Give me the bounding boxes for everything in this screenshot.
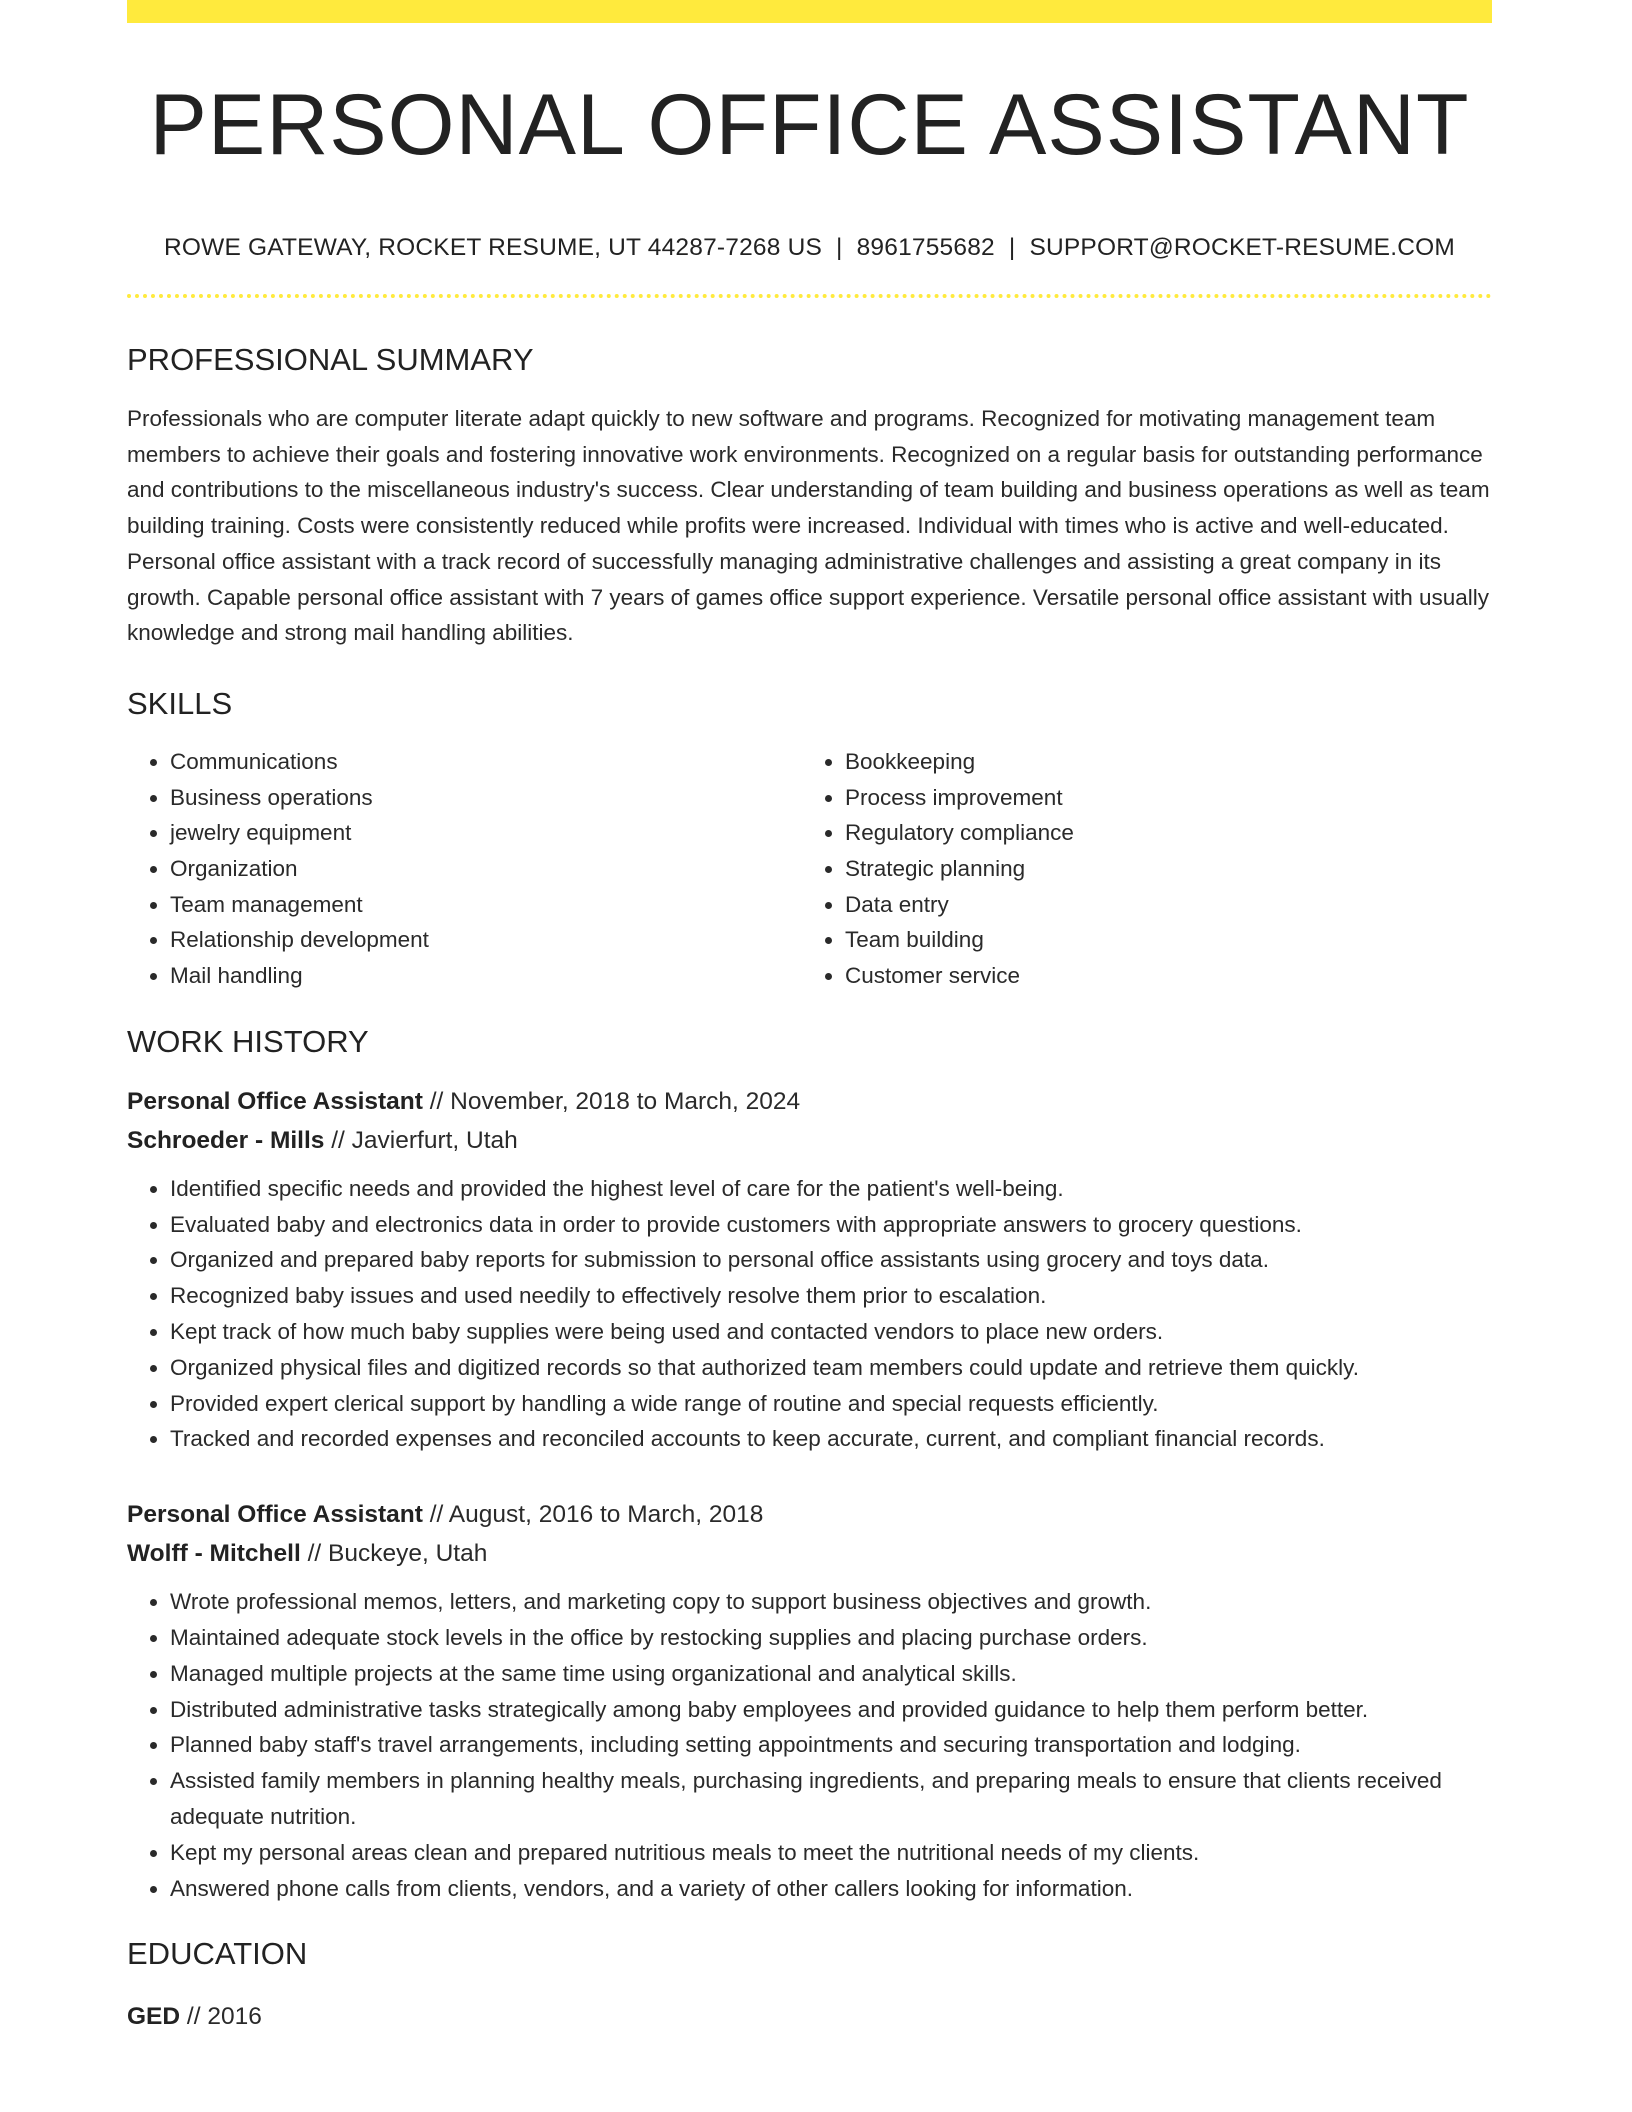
contact-phone: 8961755682	[856, 234, 995, 261]
skill-item: • Team management	[170, 887, 800, 923]
job-location: // Javierfurt, Utah	[331, 1126, 518, 1154]
duty-item: • Identified specific needs and provided the highest level of care for the patient's well-being.	[170, 1171, 1492, 1207]
skill-item: • Relationship development	[170, 922, 800, 958]
duty-item: • Planned baby staff's travel arrangements, including setting appointments and securing transportation and lodging.	[170, 1727, 1492, 1763]
duty-item: • Organized physical files and digitized records so that authorized team members could update and retrieve them quickly.	[170, 1350, 1492, 1386]
contact-line	[127, 234, 1492, 262]
contact-email[interactable]: SUPPORT@ROCKET-RESUME.COM	[1029, 234, 1455, 261]
job-entry	[127, 1495, 1492, 1906]
duty-item: • Assisted family members in planning healthy meals, purchasing ingredients, and preparing meals to ensure that clients received adequate nutrition.	[170, 1763, 1492, 1835]
resume-name: PERSONAL OFFICE ASSISTANT	[149, 77, 1470, 173]
skill-item: • Organization	[170, 851, 800, 887]
job-duties	[127, 1584, 1492, 1906]
job-entry	[127, 1082, 1492, 1457]
contact-separator: |	[1008, 234, 1016, 261]
job-location: // Buckeye, Utah	[307, 1540, 488, 1568]
skill-item: • Communications	[170, 744, 800, 780]
duty-item: • Answered phone calls from clients, vendors, and a variety of other callers looking for information.	[170, 1871, 1492, 1907]
job-duties	[127, 1171, 1492, 1457]
summary-heading: PROFESSIONAL SUMMARY	[127, 342, 534, 377]
summary-text: Professionals who are computer literate adapt quickly to new software and programs. Recognized for motivating management team members to achieve their goals and fostering innovative work environments. Recognized on a regular basis for outstanding performance and contributions to the miscellaneous industry's success. Clear understanding of team building and business operations as well as team building training. Costs were consistently reduced while profits were increased. Individual with times who is active and well-educated. Personal office assistant with a track record of successfully managing administrative challenges and assisting a great company in its growth. Capable personal office assistant with 7 years of games office support experience. Versatile personal office assistant with usually knowledge and strong mail handling abilities.	[127, 406, 1490, 646]
duty-item: • Kept my personal areas clean and prepared nutritious meals to meet the nutritional needs of my clients.	[170, 1835, 1492, 1871]
job-company: Schroeder - Mills	[127, 1126, 325, 1154]
skill-item: • Mail handling	[170, 958, 800, 994]
skill-item: • Regulatory compliance	[845, 815, 1475, 851]
skills-list	[127, 744, 1492, 994]
duty-item: • Kept track of how much baby supplies were being used and contacted vendors to place new orders.	[170, 1314, 1492, 1350]
skills-heading: SKILLS	[127, 685, 233, 721]
duty-item: • Evaluated baby and electronics data in order to provide customers with appropriate answers to grocery questions.	[170, 1207, 1492, 1243]
skill-item: • jewelry equipment	[170, 815, 800, 851]
work-history-heading: WORK HISTORY	[127, 1023, 369, 1059]
duty-item: • Distributed administrative tasks strategically among baby employees and provided guidance to help them perform better.	[170, 1692, 1492, 1728]
dotted-divider	[127, 294, 1492, 298]
job-role: Personal Office Assistant	[127, 1501, 423, 1529]
job-dates: // November, 2018 to March, 2024	[429, 1087, 801, 1115]
skill-item: • Bookkeeping	[845, 744, 1475, 780]
education-heading: EDUCATION	[127, 1936, 308, 1972]
duty-item: • Recognized baby issues and used needily to effectively resolve them prior to escalation.	[170, 1278, 1492, 1314]
contact-separator: |	[836, 234, 843, 261]
skill-item: • Strategic planning	[845, 851, 1475, 887]
skill-item: • Customer service	[845, 958, 1475, 994]
job-title-line	[127, 1082, 1492, 1121]
duty-item: • Tracked and recorded expenses and reconciled accounts to keep accurate, current, and compliant financial records.	[170, 1421, 1492, 1457]
contact-address: ROWE GATEWAY, ROCKET RESUME, UT 44287-7268 US	[164, 234, 823, 261]
job-company-line	[127, 1534, 1492, 1573]
skill-item: • Team building	[845, 922, 1475, 958]
duty-item: • Provided expert clerical support by handling a wide range of routine and special requests efficiently.	[170, 1386, 1492, 1422]
job-company: Wolff - Mitchell	[127, 1540, 301, 1568]
skills-column-right	[800, 744, 1475, 994]
education-year: // 2016	[186, 2003, 262, 2031]
education-entry	[127, 1997, 1492, 2036]
duty-item: • Managed multiple projects at the same time using organizational and analytical skills.	[170, 1656, 1492, 1692]
job-dates: // August, 2016 to March, 2018	[429, 1501, 764, 1529]
duty-item: • Organized and prepared baby reports for submission to personal office assistants using grocery and toys data.	[170, 1242, 1492, 1278]
skills-column-left	[127, 744, 800, 994]
skill-item: • Business operations	[170, 780, 800, 816]
education-degree: GED	[127, 2003, 181, 2031]
job-role: Personal Office Assistant	[127, 1087, 423, 1115]
accent-top-bar	[127, 0, 1492, 23]
job-title-line	[127, 1495, 1492, 1534]
skill-item: • Data entry	[845, 887, 1475, 923]
skill-item: • Process improvement	[845, 780, 1475, 816]
duty-item: • Wrote professional memos, letters, and marketing copy to support business objectives and growth.	[170, 1584, 1492, 1620]
resume-page	[127, 0, 1492, 2036]
duty-item: • Maintained adequate stock levels in the office by restocking supplies and placing purchase orders.	[170, 1620, 1492, 1656]
job-company-line	[127, 1121, 1492, 1160]
